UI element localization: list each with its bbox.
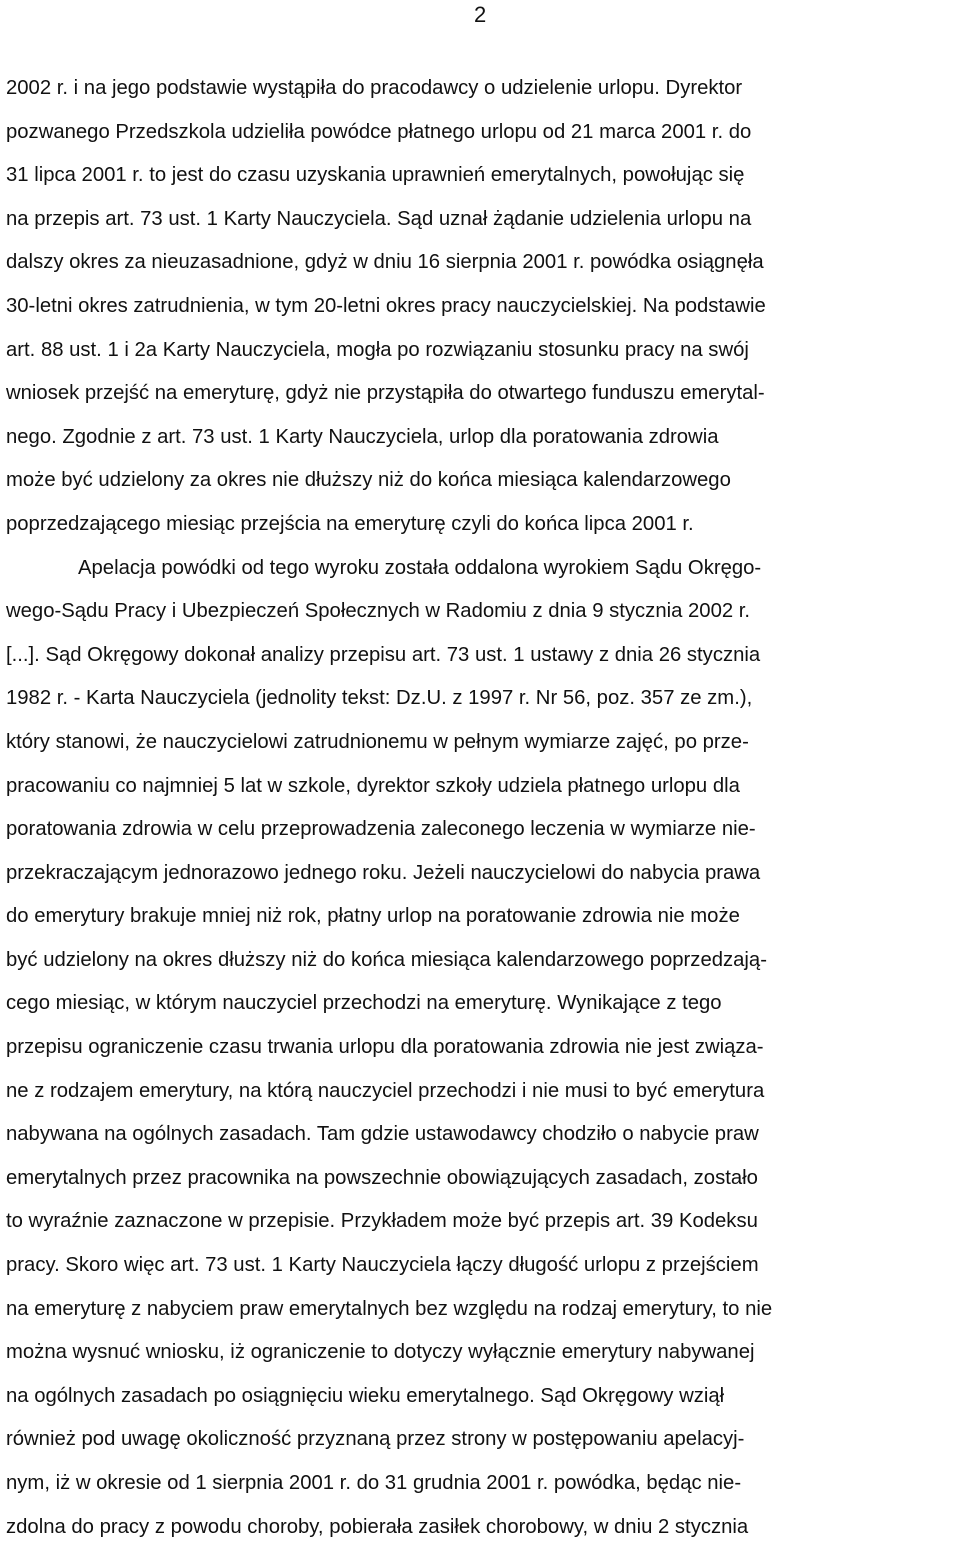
text-line: na przepis art. 73 ust. 1 Karty Nauczyciela. Sąd uznał żądanie udzielenia urlopu na (6, 207, 752, 230)
text-line: 31 lipca 2001 r. to jest do czasu uzyskania uprawnień emerytalnych, powołując się (6, 164, 745, 187)
text-line: do emerytury brakuje mniej niż rok, płatny urlop na poratowanie zdrowia nie może (6, 905, 740, 928)
text-line: nabywana na ogólnych zasadach. Tam gdzie ustawodawcy chodziło o nabycie praw (6, 1123, 759, 1146)
text-line: na ogólnych zasadach po osiągnięciu wieku emerytalnego. Sąd Okręgowy wziął (6, 1384, 725, 1407)
text-line: poprzedzającego miesiąc przejścia na emeryturę czyli do końca lipca 2001 r. (6, 512, 694, 535)
text-line: pracowaniu co najmniej 5 lat w szkole, dyrektor szkoły udziela płatnego urlopu dla (6, 774, 740, 797)
text-line: może być udzielony za okres nie dłuższy niż do końca miesiąca kalendarzowego (6, 469, 731, 492)
document-body (6, 67, 956, 1549)
text-line: wego-Sądu Pracy i Ubezpieczeń Społecznych w Radomiu z dnia 9 stycznia 2002 r. (6, 600, 751, 623)
text-line: art. 88 ust. 1 i 2a Karty Nauczyciela, mogła po rozwiązaniu stosunku pracy na swój (6, 338, 749, 361)
text-line: również pod uwagę okoliczność przyznaną przez strony w postępowaniu apelacyj- (6, 1428, 745, 1451)
text-line: ne z rodzajem emerytury, na którą nauczyciel przechodzi i nie musi to być emerytura (6, 1079, 765, 1102)
text-line: być udzielony na okres dłuższy niż do końca miesiąca kalendarzowego poprzedzają- (6, 948, 767, 971)
text-line: wniosek przejść na emeryturę, gdyż nie przystąpiła do otwartego funduszu emerytal- (6, 382, 765, 405)
text-line: [...]. Sąd Okręgowy dokonał analizy przepisu art. 73 ust. 1 ustawy z dnia 26 stycznia (6, 643, 761, 666)
text-line: Apelacja powódki od tego wyroku została oddalona wyrokiem Sądu Okręgo- (78, 556, 762, 579)
text-line: nego. Zgodnie z art. 73 ust. 1 Karty Nauczyciela, urlop dla poratowania zdrowia (6, 425, 719, 448)
text-line: który stanowi, że nauczycielowi zatrudnionemu w pełnym wymiarze zajęć, po prze- (6, 730, 749, 753)
text-line: przekraczającym jednorazowo jednego roku. Jeżeli nauczycielowi do nabycia prawa (6, 861, 761, 884)
text-line: 1982 r. - Karta Nauczyciela (jednolity tekst: Dz.U. z 1997 r. Nr 56, poz. 357 ze zm.), (6, 687, 753, 710)
text-line: na emeryturę z nabyciem praw emerytalnych bez względu na rodzaj emerytury, to nie (6, 1297, 773, 1320)
text-line: zdolna do pracy z powodu choroby, pobierała zasiłek chorobowy, w dniu 2 stycznia (6, 1515, 749, 1538)
text-line: 30-letni okres zatrudnienia, w tym 20-letni okres pracy nauczycielskiej. Na podstawie (6, 294, 766, 317)
text-line: cego miesiąc, w którym nauczyciel przechodzi na emeryturę. Wynikające z tego (6, 992, 722, 1015)
page-number: 2 (474, 2, 487, 27)
text-line: pozwanego Przedszkola udzieliła powódce płatnego urlopu od 21 marca 2001 r. do (6, 120, 752, 143)
text-line: można wysnuć wniosku, iż ograniczenie to dotyczy wyłącznie emerytury nabywanej (6, 1341, 755, 1364)
text-line: nym, iż w okresie od 1 sierpnia 2001 r. do 31 grudnia 2001 r. powódka, będąc nie- (6, 1472, 742, 1494)
text-line: to wyraźnie zaznaczone w przepisie. Przykładem może być przepis art. 39 Kodeksu (6, 1210, 758, 1233)
text-line: pracy. Skoro więc art. 73 ust. 1 Karty Nauczyciela łączy długość urlopu z przejściem (6, 1254, 759, 1277)
text-line: emerytalnych przez pracownika na powszechnie obowiązujących zasadach, zostało (6, 1166, 758, 1189)
text-line: dalszy okres za nieuzasadnione, gdyż w dniu 16 sierpnia 2001 r. powódka osiągnęła (6, 251, 764, 274)
text-line: 2002 r. i na jego podstawie wystąpiła do pracodawcy o udzielenie urlopu. Dyrektor (6, 77, 743, 99)
text-line: poratowania zdrowia w celu przeprowadzenia zaleconego leczenia w wymiarze nie- (6, 818, 756, 841)
text-line: przepisu ograniczenie czasu trwania urlopu dla poratowania zdrowia nie jest związa- (6, 1036, 764, 1059)
